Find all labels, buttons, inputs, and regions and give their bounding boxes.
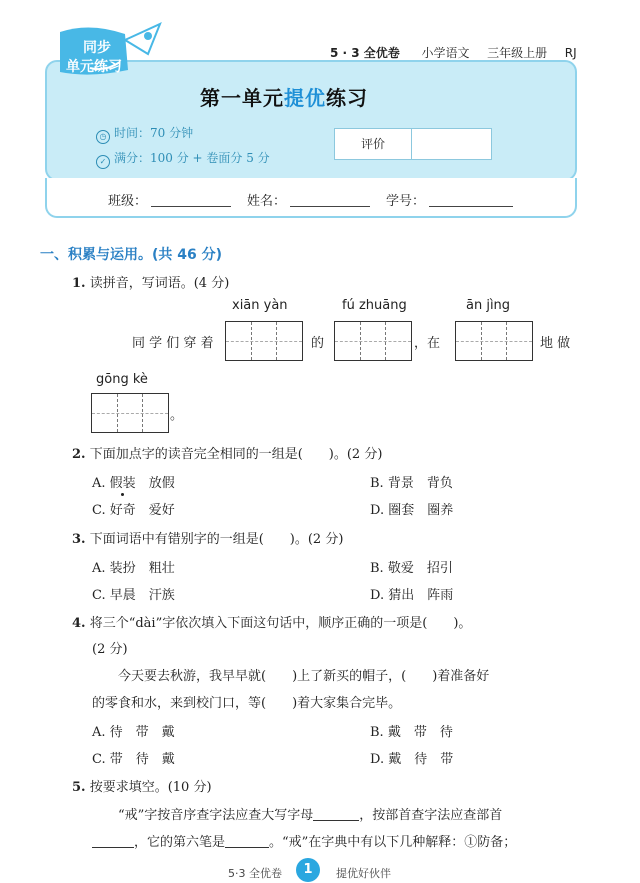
q5-line1: “戒”字按音序查字法应查大写字母 ，按部首查字法应查部首 bbox=[118, 808, 503, 823]
evaluation-box bbox=[334, 128, 492, 160]
check-icon: ✓ bbox=[96, 155, 110, 169]
q4-option-c[interactable]: C. 带 待 戴 bbox=[92, 752, 175, 767]
question-1: 1. 读拼音，写词语。(4 分) bbox=[72, 276, 230, 291]
q4-option-d[interactable]: D. 戴 待 带 bbox=[370, 752, 454, 767]
q1-text-end: 。 bbox=[170, 408, 184, 423]
q4-score: (2 分) bbox=[92, 642, 128, 657]
pinyin-3: ān jìng bbox=[466, 298, 511, 313]
q4-option-b[interactable]: B. 戴 带 待 bbox=[370, 725, 453, 740]
question-4: 4. 将三个“dài”字依次填入下面这句话中，顺序正确的一项是( )。 bbox=[72, 616, 472, 631]
class-field[interactable]: 班级： bbox=[108, 190, 231, 209]
answer-grid-1[interactable] bbox=[225, 321, 303, 361]
page-title: 第一单元提优练习 bbox=[200, 86, 368, 110]
evaluation-label: 评价 bbox=[335, 129, 412, 159]
q5-blank-2[interactable] bbox=[92, 834, 134, 848]
section-title: 一、积累与运用。(共 46 分) bbox=[40, 247, 223, 263]
answer-grid-2[interactable] bbox=[334, 321, 412, 361]
pinyin-1: xiān yàn bbox=[232, 298, 288, 313]
page-number: 1 bbox=[296, 858, 320, 882]
q1-text-a: 同 学 们 穿 着 bbox=[132, 336, 214, 351]
edition: RJ bbox=[564, 46, 577, 60]
q5-line2: ，它的第六笔是 。“戒”在字典中有以下几种解释：①防备； bbox=[92, 831, 516, 850]
answer-grid-4[interactable] bbox=[91, 393, 169, 433]
question-5: 5. 按要求填空。(10 分) bbox=[72, 780, 212, 795]
q1-text-c: ，在 bbox=[414, 336, 441, 351]
series-name: 5 · 3 全优卷 bbox=[330, 46, 400, 60]
q4-passage-line2: 的零食和水，来到校门口，等( )着大家集合完毕。 bbox=[92, 696, 402, 711]
q3-option-a[interactable]: A. 装扮 粗壮 bbox=[92, 561, 175, 576]
answer-grid-3[interactable] bbox=[455, 321, 533, 361]
badge-line2: 单元练习 bbox=[66, 59, 122, 75]
subject: 小学语文 bbox=[421, 46, 470, 60]
badge-line1: 同步 bbox=[83, 40, 111, 56]
q5-blank-3[interactable] bbox=[225, 834, 269, 848]
q2-option-a[interactable]: A. 假装 放假 bbox=[92, 476, 175, 491]
q4-option-a[interactable]: A. 待 带 戴 bbox=[92, 725, 175, 740]
q2-option-b[interactable]: B. 背景 背负 bbox=[370, 476, 453, 491]
q3-option-d[interactable]: D. 猜出 阵雨 bbox=[370, 588, 454, 603]
pinyin-2: fú zhuāng bbox=[342, 298, 407, 313]
footer-slogan: 提优好伙伴 bbox=[336, 867, 391, 880]
time-info: ◷ 时间：70 分钟 bbox=[96, 124, 193, 144]
q2-option-d[interactable]: D. 圈套 圈养 bbox=[370, 503, 454, 518]
q5-blank-1[interactable] bbox=[313, 807, 359, 821]
pinyin-4: gōng kè bbox=[96, 372, 148, 387]
grade: 三年级上册 bbox=[487, 46, 548, 60]
clock-icon: ◷ bbox=[96, 130, 110, 144]
footer-series: 5·3 全优卷 bbox=[228, 867, 282, 880]
q2-option-c[interactable]: C. 好奇 爱好 bbox=[92, 503, 175, 518]
q3-option-c[interactable]: C. 早晨 汗族 bbox=[92, 588, 175, 603]
question-2: 2. 下面加点字的读音完全相同的一组是( )。(2 分) bbox=[72, 447, 383, 462]
evaluation-field[interactable] bbox=[412, 129, 491, 159]
student-id-field[interactable]: 学号： bbox=[386, 190, 513, 209]
name-field[interactable]: 姓名： bbox=[247, 190, 370, 209]
score-info: ✓ 满分：100 分 + 卷面分 5 分 bbox=[96, 149, 270, 169]
q4-passage-line1: 今天要去秋游，我早早就( )上了新买的帽子，( )着准备好 bbox=[118, 669, 490, 684]
series-info bbox=[330, 44, 577, 61]
question-3: 3. 下面词语中有错别字的一组是( )。(2 分) bbox=[72, 532, 344, 547]
q3-option-b[interactable]: B. 敬爱 招引 bbox=[370, 561, 453, 576]
q1-text-b: 的 bbox=[311, 336, 325, 351]
q1-text-d: 地 做 bbox=[540, 336, 571, 351]
